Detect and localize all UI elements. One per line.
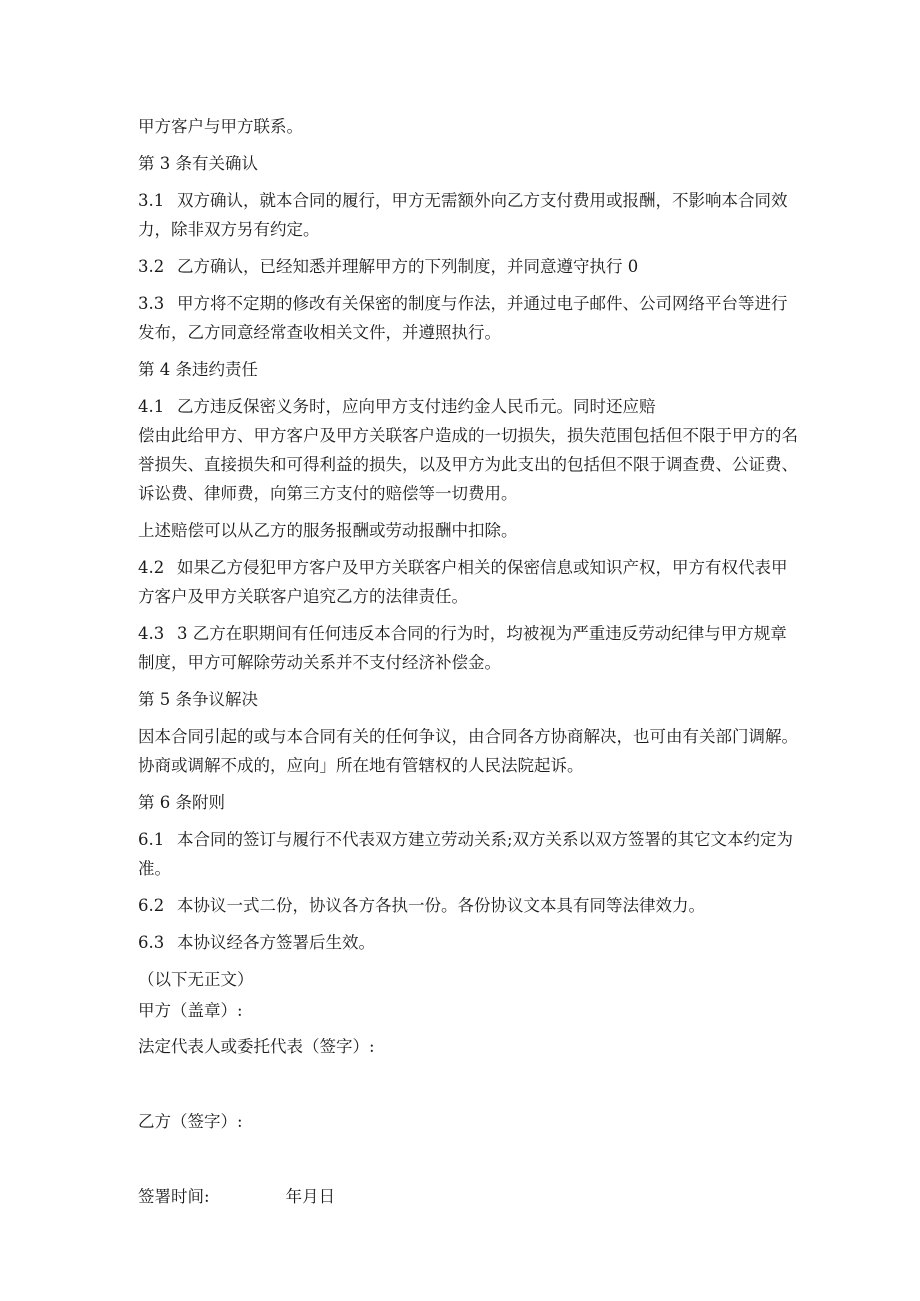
- clause-3-1: [138, 186, 798, 244]
- representative-signature-label: 法定代表人或委托代表（签字）:: [138, 1037, 375, 1056]
- signing-date-line: [138, 1182, 798, 1211]
- clause-6-3: [138, 928, 798, 957]
- party-b-signature-label: 乙方（签字）:: [138, 1112, 243, 1131]
- clause-3-3: [138, 289, 798, 347]
- clause-number: 4.1: [138, 397, 165, 416]
- clause-number: 3.2: [138, 257, 165, 276]
- clause-number: 6.3: [138, 933, 165, 952]
- signing-date-value: 年月日: [285, 1187, 336, 1206]
- compensation-note: 上述赔偿可以从乙方的服务报酬或劳动报酬中扣除。: [138, 521, 518, 540]
- party-a-seal-label: 甲方（盖章）:: [138, 1001, 243, 1020]
- clause-text: 如果乙方侵犯甲方客户及甲方关联客户相关的保密信息或知识产权，甲方有权代表甲方客户及甲方关联客户追究乙方的法律责任。: [138, 558, 788, 606]
- clause-number: 4.2: [138, 558, 165, 577]
- clause-text: 本协议一式二份，协议各方各执一份。各份协议文本具有同等法律效力。: [177, 896, 705, 915]
- article-3-title: 第 3 条有关确认: [138, 154, 258, 173]
- signing-date-label: 签署时间:: [138, 1187, 210, 1206]
- document-body: [138, 112, 798, 1211]
- article-6-title: 第 6 条附则: [138, 793, 225, 812]
- clause-4-2: [138, 553, 798, 611]
- clause-text: 本协议经各方签署后生效。: [177, 933, 375, 952]
- article-5-title: 第 5 条争议解决: [138, 690, 258, 709]
- dispute-resolution-text: 因本合同引起的或与本合同有关的任何争议，由合同各方协商解决，也可由有关部门调解。协商或调解不成的，应向」所在地有管辖权的人民法院起诉。: [138, 727, 798, 775]
- clause-number: 3.3: [138, 294, 165, 313]
- clause-text: 甲方将不定期的修改有关保密的制度与作法，并通过电子邮件、公司网络平台等进行发布，乙方同意经常查收相关文件，并遵照执行。: [138, 294, 788, 342]
- article-4-title: 第 4 条违约责任: [138, 360, 258, 379]
- clause-3-2: [138, 252, 798, 281]
- clause-text: 本合同的签订与履行不代表双方建立劳动关系;双方关系以双方签署的其它文本约定为准。: [138, 830, 794, 878]
- clause-number: 4.3: [138, 624, 165, 643]
- clause-text-continued: 偿由此给甲方、甲方客户及甲方关联客户造成的一切损失，损失范围包括但不限于甲方的名誉损失、直接损失和可得利益的损失，以及甲方为此支出的包括但不限于调查费、公证费、诉讼费、律师费，向第三方支付的赔偿等一切费用。: [138, 426, 798, 503]
- clause-number: 6.2: [138, 896, 165, 915]
- clause-text: 双方确认，就本合同的履行，甲方无需额外向乙方支付费用或报酬，不影响本合同效力，除非双方另有约定。: [138, 191, 788, 239]
- clause-4-3: [138, 619, 798, 677]
- clause-6-2: [138, 891, 798, 920]
- intro-text: 甲方客户与甲方联系。: [138, 117, 303, 136]
- clause-4-1: [138, 392, 798, 508]
- clause-number: 3.1: [138, 191, 165, 210]
- no-further-text-note: （以下无正文）: [138, 970, 254, 989]
- clause-number: 6.1: [138, 830, 165, 849]
- clause-text-first-line: 乙方违反保密义务时，应向甲方支付违约金人民币元。同时还应赔: [177, 397, 656, 416]
- clause-text: 乙方确认，已经知悉并理解甲方的下列制度，并同意遵守执行 0: [177, 257, 639, 276]
- clause-6-1: [138, 825, 798, 883]
- clause-text: 3 乙方在职期间有任何违反本合同的行为时，均被视为严重违反劳动纪律与甲方规章制度，甲方可解除劳动关系并不支付经济补偿金。: [138, 624, 787, 672]
